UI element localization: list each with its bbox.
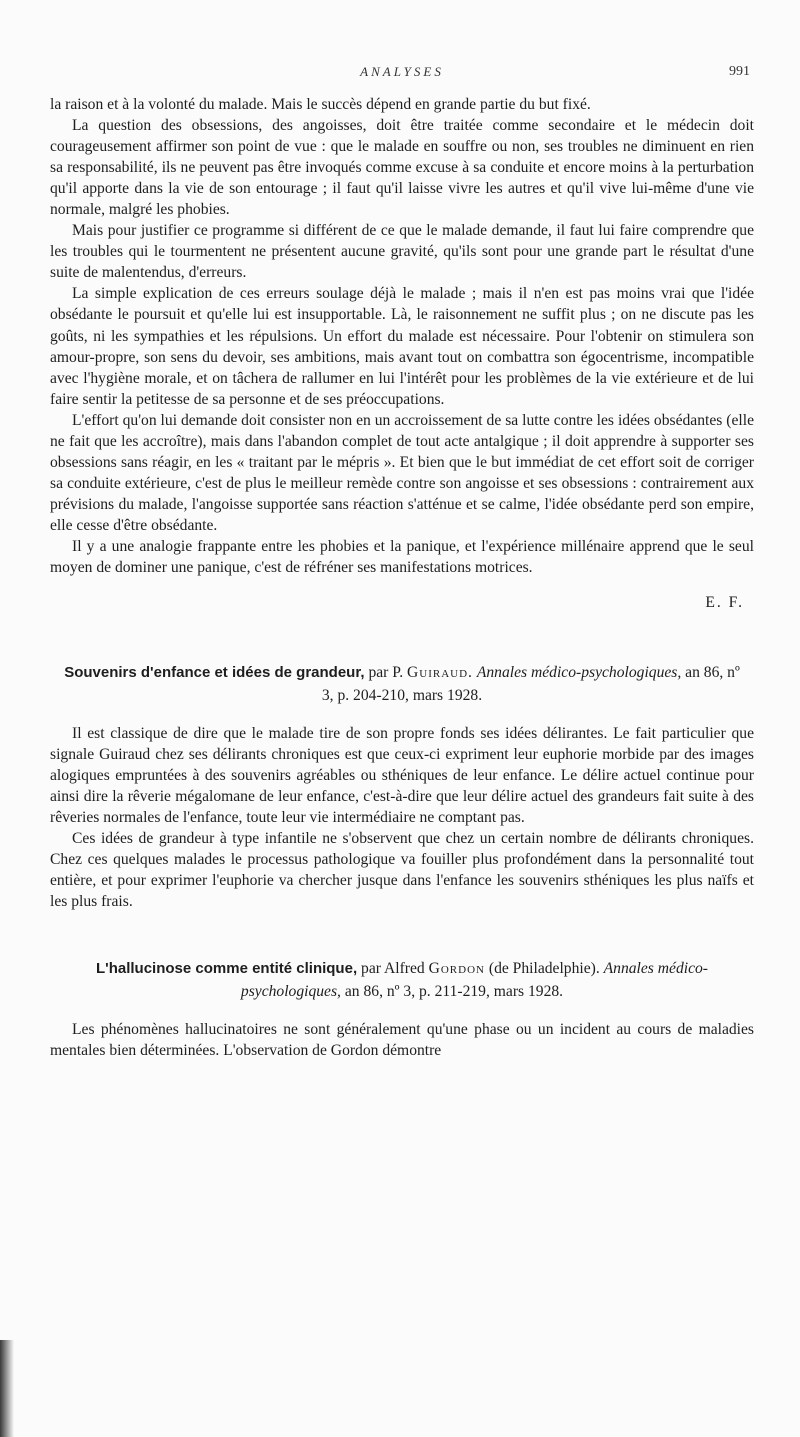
reviewer-signature: E. F. xyxy=(705,594,744,612)
author-initial: P. xyxy=(392,664,404,682)
review-continuation xyxy=(50,94,754,613)
paragraph: L'effort qu'on lui demande doit consister non en un accroissement de sa lutte contre les idées obsédantes (elle ne fait que les accroître), mais dans l'abandon complet de tout acte antalgique ; il doit apprendre à supporter ses obsessions sans réagir, en les « traitant par le mépris ». Et bien que le but immédiat de cet effort soit de corriger sa conduite extérieure, c'est de plus le meilleur remède contre son angoisse et ses obsessions : contrairement aux prévisions du malade, l'angoisse supportée sans réaction s'atténue et se calme, l'idée obsédante perd son empire, elle cesse d'être obsédante. xyxy=(50,411,754,534)
review-title: L'hallucinose comme entité clinique, xyxy=(95,959,358,977)
running-title: ANALYSES xyxy=(360,64,444,79)
review-by: par xyxy=(361,959,381,977)
paragraph: Mais pour justifier ce programme si différent de ce que le malade demande, il faut lui faire comprendre que les troubles qui le tourmentent ne présentent aucune gravité, qu'ils sont pour une grande part le résultat d'une suite de malentendus, d'erreurs. xyxy=(50,222,754,282)
journal-name: Annales médico-psychologiques, xyxy=(476,664,682,682)
paragraph: Il y a une analogie frappante entre les phobies et la panique, et l'expérience millénaire apprend que le seul moyen de dominer une panique, c'est de réfréner ses manifestations motrices. xyxy=(50,537,754,577)
paragraph: La simple explication de ces erreurs soulage déjà le malade ; mais il n'en est pas moins vrai que l'idée obsédante le poursuit et qu'elle lui est insupportable. Là, le raisonnement ne suffit plus ; on ne discute pas les goûts, ni les sympathies et les répulsions. Un effort du malade est nécessaire. Pour l'obtenir on stimulera son amour-propre, son sens du devoir, ses ambitions, mais avant tout on combattra son égocentrisme, incompatible avec l'hygiène morale, et on tâchera de rallumer en lui l'intérêt pour les problèmes de la vie extérieure et de lui faire sentir la petitesse de sa personne et de ses préoccupations. xyxy=(50,285,754,408)
running-head xyxy=(50,58,754,94)
citation: an 86, nº 3, p. 211-219, mars 1928. xyxy=(344,982,564,1000)
paragraph: Il est classique de dire que le malade tire de son propre fonds ses idées délirantes. Le fait particulier que signale Guiraud chez ses délirants chroniques est que ceux-ci expriment leur euphorie morbide par des images alogiques empruntées à des souvenirs agréables ou sthéniques de leur enfance. Le délire actuel continue pour ainsi dire la rêverie mégalomane de leur enfance, c'est-à-dire que leur délire actuel des grandeurs fait suite à des rêveries normales de l'enfance, toute leur vie intermédiaire ne comptant pas. xyxy=(50,725,754,827)
author-affiliation: (de Philadelphie). xyxy=(488,959,600,977)
journal-name: Annales médico-psychologiques, xyxy=(240,959,708,1000)
review-hallucinose xyxy=(50,957,754,1061)
author-first-name: Alfred xyxy=(383,959,425,977)
review-souvenirs-enfance xyxy=(50,661,754,912)
review-by: par xyxy=(368,664,389,682)
review-heading xyxy=(60,661,744,707)
paragraph: la raison et à la volonté du malade. Mais le succès dépend en grande partie du but fixé. xyxy=(50,96,591,113)
review-heading xyxy=(60,957,744,1003)
author-name: Guiraud. xyxy=(407,664,473,682)
scan-edge-shadow xyxy=(0,1340,14,1437)
author-name: Gordon xyxy=(428,959,485,977)
citation: an 86, nº 3, p. 204-210, mars 1928. xyxy=(321,664,740,705)
page-number: 991 xyxy=(729,64,750,79)
review-title: Souvenirs d'enfance et idées de grandeur, xyxy=(64,664,365,682)
paragraph: Les phénomènes hallucinatoires ne sont généralement qu'une phase ou un incident au cours de maladies mentales bien déterminées. L'observation de Gordon démontre xyxy=(50,1020,754,1059)
paragraph: La question des obsessions, des angoisses, doit être traitée comme secondaire et le médecin doit courageusement affirmer son point de vue : que le malade en souffre ou non, ses troubles ne diminuent en rien sa responsabilité, ils ne peuvent pas être invoqués comme excuse à sa conduite et encore moins à la perturbation qu'il apporte dans la vie de son entourage ; il faut qu'il laisse vivre les autres et qu'il vive lui-même d'une vie normale, malgré les phobies. xyxy=(50,117,754,219)
paragraph: Ces idées de grandeur à type infantile ne s'observent que chez un certain nombre de délirants chroniques. Chez ces quelques malades le processus pathologique va fouiller plus profondément dans la personnalité tout entière, et pour exprimer l'euphorie va chercher jusque dans l'enfance les souvenirs sthéniques les plus naïfs et les plus frais. xyxy=(50,830,754,911)
